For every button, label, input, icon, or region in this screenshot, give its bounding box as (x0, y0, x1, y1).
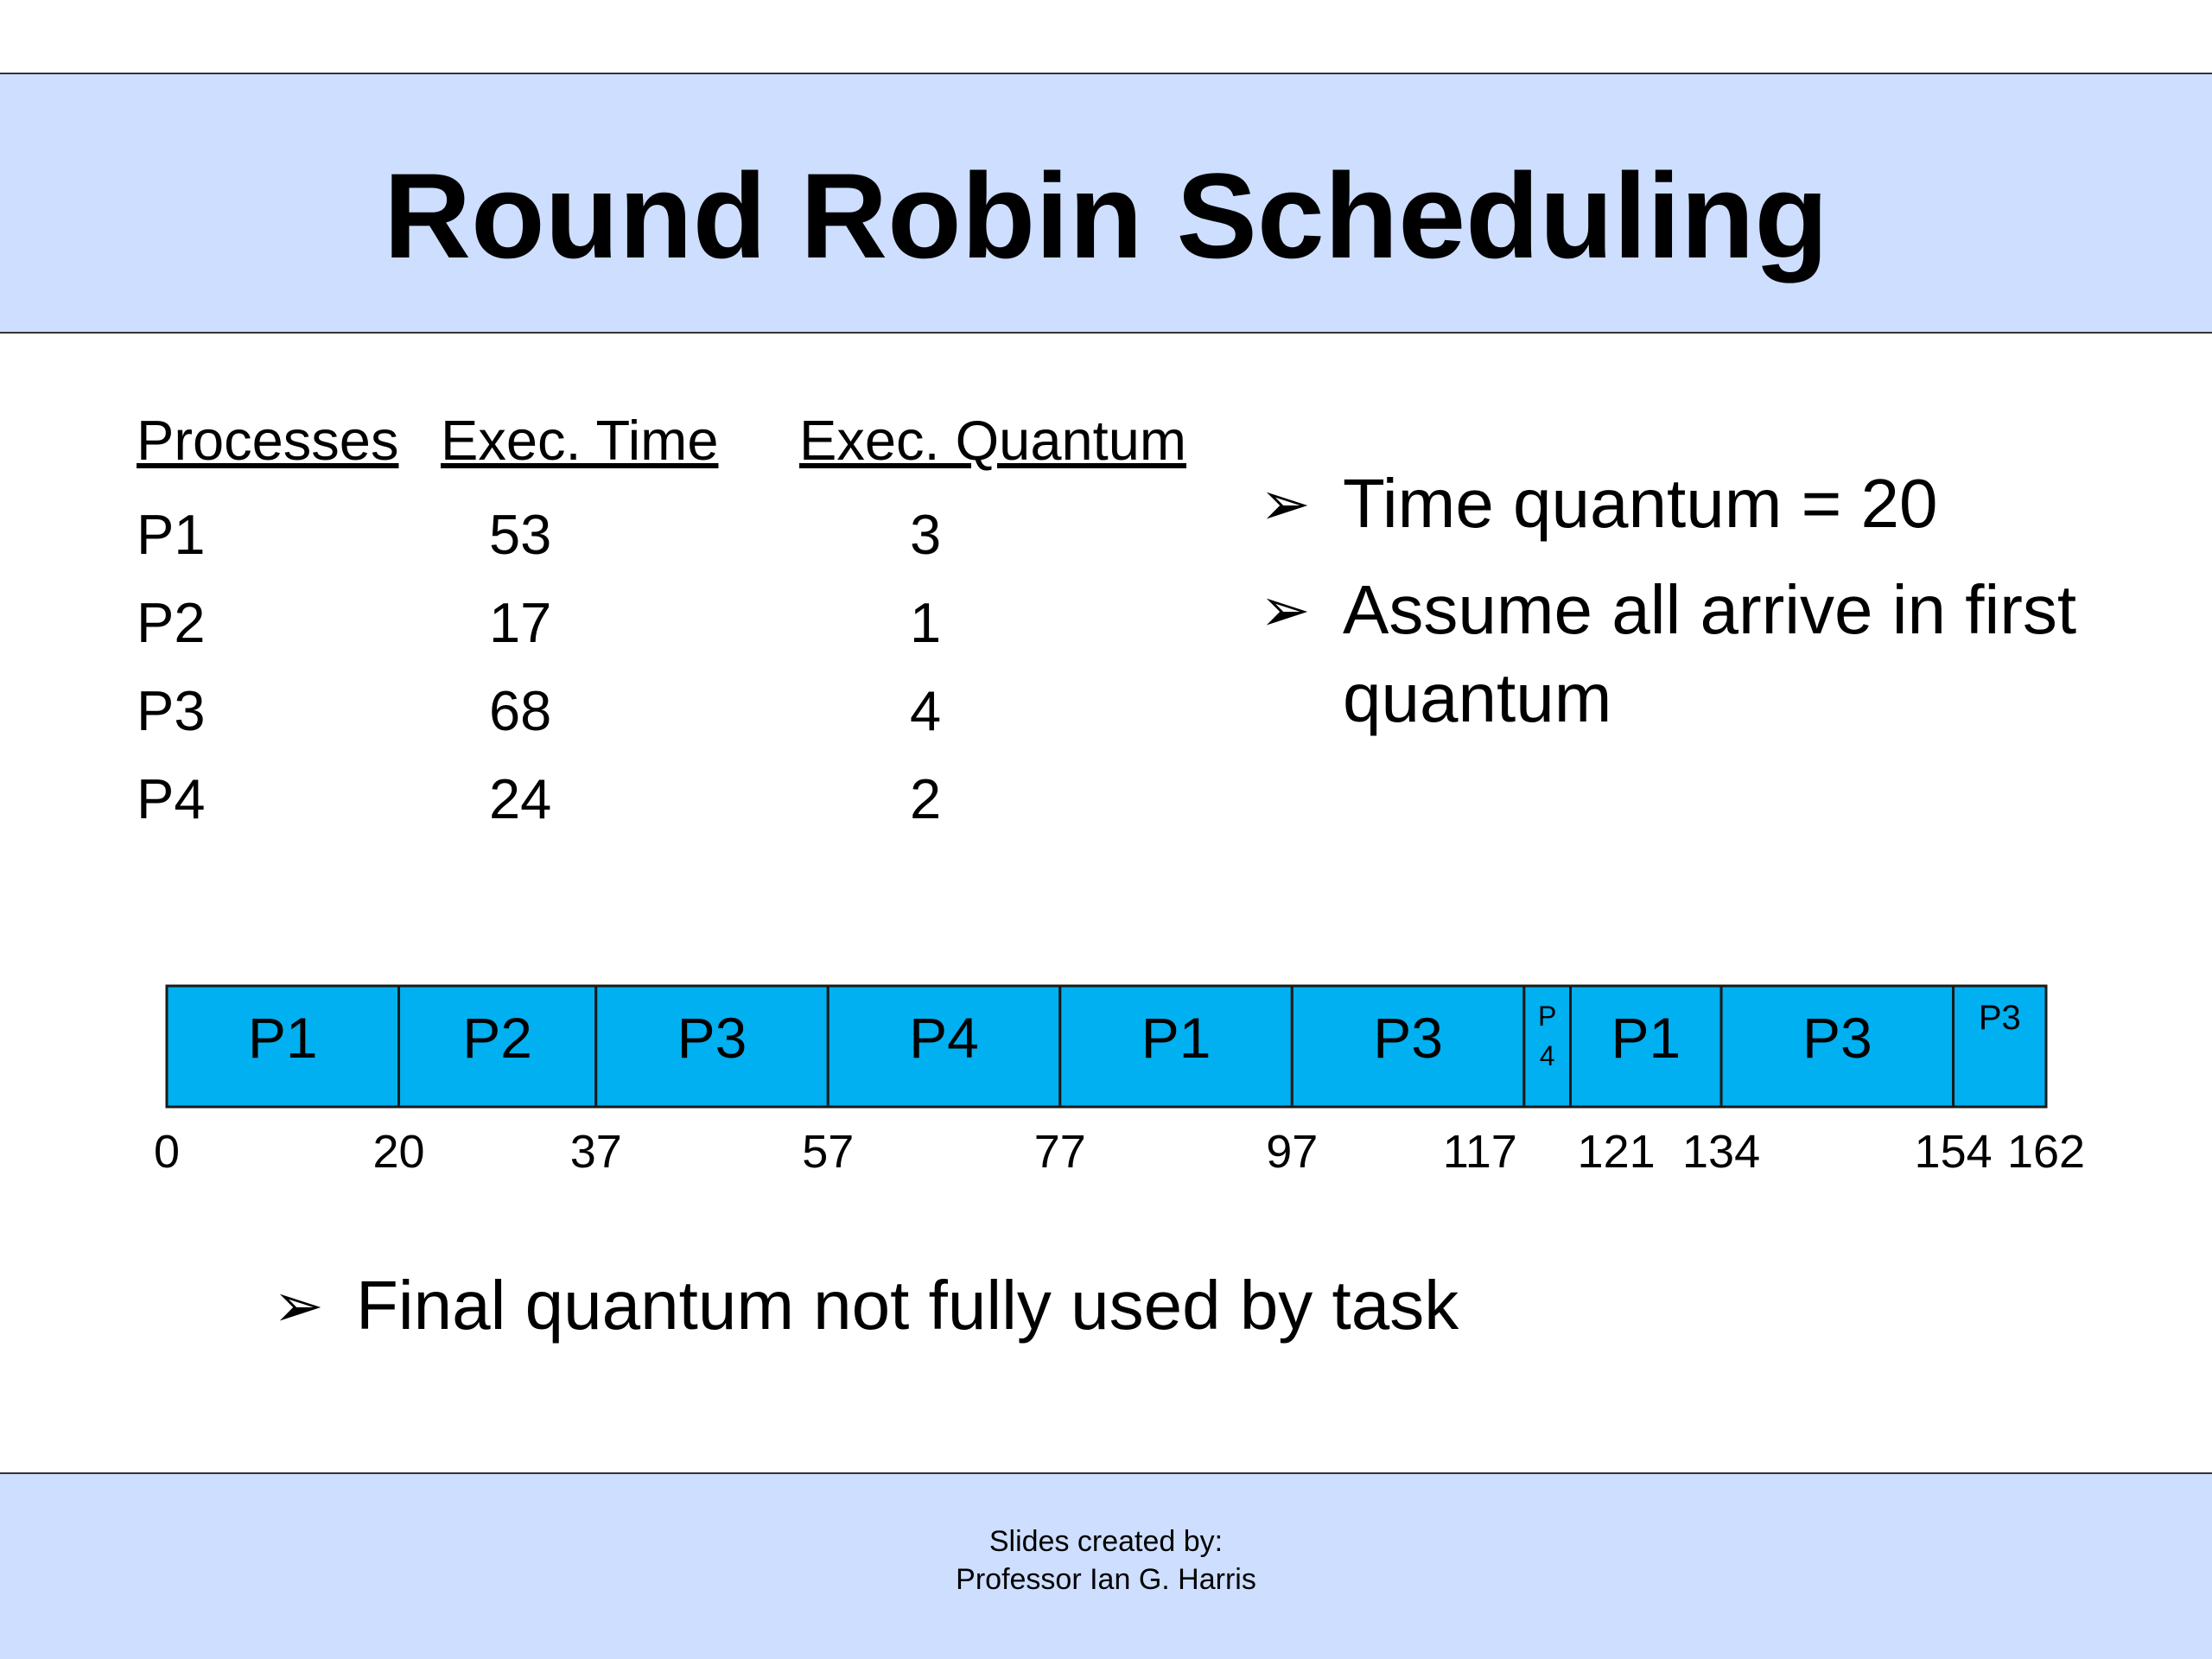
exec-quantum: 4 (910, 679, 942, 742)
bullet-final-quantum (273, 1262, 1742, 1350)
bullet-text: Time quantum = 20 (1343, 465, 1938, 542)
gantt-segment-label: P4 (909, 1006, 979, 1070)
bullet-text: Final quantum not fully used by task (356, 1267, 1459, 1344)
header-exec-time: Exec. Time (441, 409, 719, 472)
gantt-tick-label: 20 (372, 1126, 425, 1178)
gantt-tick-label: 121 (1577, 1126, 1656, 1178)
header-exec-quantum: Exec. Quantum (799, 409, 1186, 472)
gantt-segment-label: P3 (677, 1006, 747, 1070)
gantt-tick-label: 0 (153, 1126, 181, 1178)
exec-quantum: 1 (910, 591, 942, 654)
process-name: P1 (137, 503, 206, 566)
gantt-tick-label: 162 (2006, 1126, 2086, 1178)
exec-quantum: 3 (910, 503, 942, 566)
gantt-segment-label: P3 (1373, 1006, 1443, 1070)
exec-time: 53 (489, 503, 552, 566)
bullet-text: Assume all arrive in first quantum (1343, 571, 2077, 736)
process-name: P3 (137, 679, 206, 742)
exec-time: 68 (489, 679, 552, 742)
gantt-segment-label: P (1538, 1001, 1557, 1032)
arrow-bullet-icon: ➢ (273, 1272, 324, 1339)
gantt-segment-label: P1 (1141, 1006, 1211, 1070)
process-name: P2 (137, 591, 206, 654)
gantt-tick-label: 57 (802, 1126, 855, 1178)
footer-line-1: Slides created by: (988, 1525, 1224, 1558)
exec-time: 17 (489, 591, 552, 654)
process-name: P4 (137, 767, 206, 830)
gantt-segment-label: 4 (1539, 1040, 1555, 1071)
header-processes: Processes (137, 409, 399, 472)
footer-line-2: Professor Ian G. Harris (956, 1563, 1256, 1596)
gantt-tick-label: 77 (1033, 1126, 1086, 1178)
footer-credit (0, 1522, 2212, 1599)
gantt-segment-label: P2 (462, 1006, 533, 1070)
gantt-tick-label: 154 (1914, 1126, 1993, 1178)
exec-quantum: 2 (910, 767, 942, 830)
gantt-segment-label: P3 (1978, 999, 2021, 1037)
gantt-segment-label: P1 (1611, 1006, 1681, 1070)
gantt-segment-label: P1 (247, 1006, 318, 1070)
arrow-bullet-icon: ➢ (1260, 470, 1311, 537)
gantt-tick-label: 97 (1266, 1126, 1319, 1178)
gantt-tick-label: 117 (1442, 1126, 1517, 1178)
gantt-tick-label: 37 (569, 1126, 622, 1178)
gantt-segment-label: P3 (1802, 1006, 1872, 1070)
gantt-tick-label: 134 (1682, 1126, 1761, 1178)
slide-title: Round Robin Scheduling (383, 148, 1828, 283)
exec-time: 24 (489, 767, 552, 830)
arrow-bullet-icon: ➢ (1260, 576, 1311, 644)
